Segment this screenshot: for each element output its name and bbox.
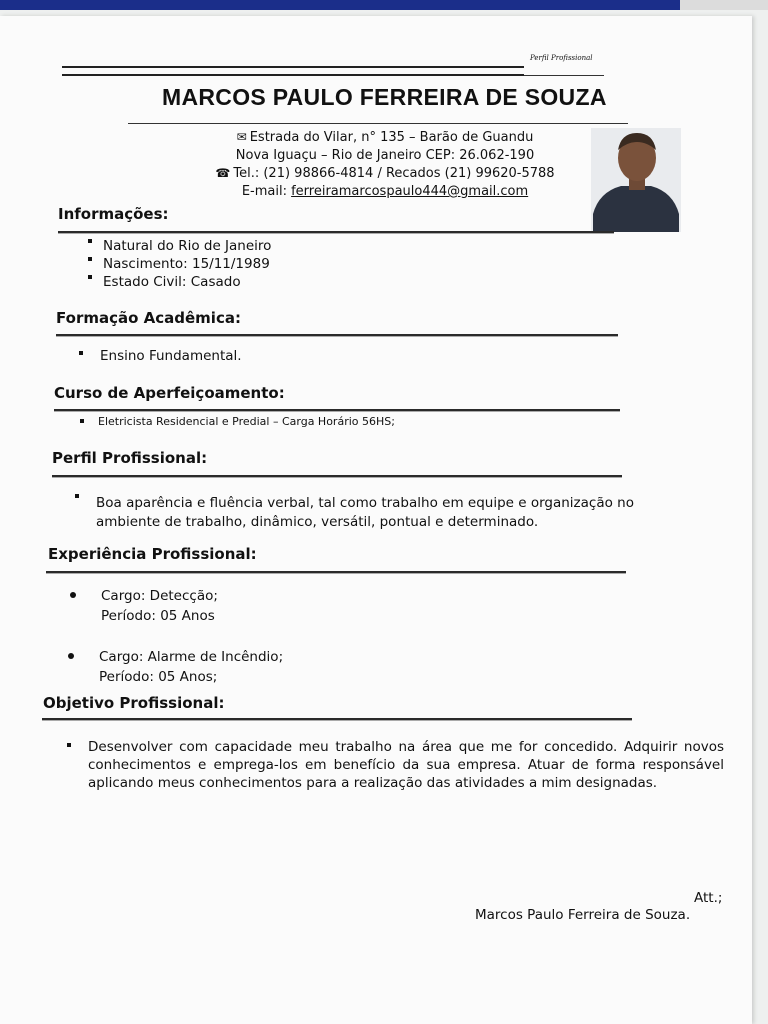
candidate-name: MARCOS PAULO FERREIRA DE SOUZA: [162, 84, 607, 110]
list-bullet: [68, 653, 74, 659]
list-bullet: [80, 419, 84, 423]
envelope-icon: ✉: [236, 130, 247, 144]
section-title-objetivo: Objetivo Profissional:: [43, 694, 225, 712]
objetivo-text: Desenvolver com capacidade meu trabalho na área que me for concedido. Adquirir novos conhecimentos e emprega-los em benefício da sua empresa. Atuar de forma responsável aplicando meus conhecimentos para a realização das atividades a mim designadas.: [88, 739, 724, 791]
section-rule-curso: [54, 409, 620, 412]
header-tag-rule: [524, 75, 604, 76]
list-bullet: [67, 743, 71, 747]
name-underline: [128, 123, 628, 124]
list-bullet: [79, 351, 83, 355]
formacao-item: Ensino Fundamental.: [100, 348, 242, 364]
section-title-experiencia: Experiência Profissional:: [48, 545, 257, 563]
section-title-perfil: Perfil Profissional:: [52, 449, 208, 467]
profile-photo: [591, 128, 681, 232]
experience-job-2-periodo: Período: 05 Anos;: [99, 669, 218, 685]
email-link[interactable]: ferreiramarcospaulo444@gmail.com: [291, 184, 529, 199]
section-rule-objetivo: [42, 718, 632, 721]
experience-job-1-periodo: Período: 05 Anos: [101, 608, 215, 624]
curso-item: Eletricista Residencial e Predial – Carga Horário 56HS;: [98, 415, 395, 428]
experience-job-1-cargo: Cargo: Detecção;: [101, 588, 218, 604]
phone-line: [180, 164, 590, 183]
header-tag: Perfil Profissional: [530, 54, 593, 62]
phone-line-text: Tel.: (21) 98866-4814 / Recados (21) 99620-5788: [233, 166, 555, 181]
telephone-icon: ☎: [215, 166, 231, 180]
section-title-formacao: Formação Acadêmica:: [56, 309, 241, 327]
info-item-natural: Natural do Rio de Janeiro: [103, 238, 272, 254]
email-line: [180, 183, 590, 201]
profile-photo-image: [591, 128, 681, 232]
address-line-1: [180, 128, 590, 147]
list-bullet: [88, 257, 92, 261]
section-title-informacoes: Informações:: [58, 205, 169, 223]
list-bullet: [88, 275, 92, 279]
closing-signature: Marcos Paulo Ferreira de Souza.: [475, 907, 691, 923]
experience-job-2-cargo: Cargo: Alarme de Incêndio;: [99, 649, 284, 665]
section-rule-perfil: [52, 475, 622, 478]
address-line-1-text: Estrada do Vilar, n° 135 – Barão de Guandu: [249, 130, 534, 145]
list-bullet: [75, 494, 79, 498]
section-title-curso: Curso de Aperfeiçoamento:: [54, 384, 285, 402]
perfil-text-line-2: ambiente de trabalho, dinâmico, versátil, pontual e determinado.: [96, 514, 539, 530]
header-double-rule: [62, 66, 524, 76]
list-bullet: [70, 592, 76, 598]
section-rule-experiencia: [46, 571, 626, 574]
list-bullet: [88, 239, 92, 243]
section-rule-formacao: [56, 334, 618, 337]
info-item-nascimento: Nascimento: 15/11/1989: [103, 256, 270, 272]
perfil-text-line-1: Boa aparência e fluência verbal, tal como trabalho em equipe e organização no: [96, 495, 634, 511]
address-line-2: Nova Iguaçu – Rio de Janeiro CEP: 26.062-190: [235, 148, 535, 163]
section-rule-informacoes: [58, 231, 614, 234]
info-item-estado-civil: Estado Civil: Casado: [103, 274, 241, 290]
closing-att: Att.;: [694, 890, 723, 906]
email-label: E-mail:: [241, 184, 292, 199]
